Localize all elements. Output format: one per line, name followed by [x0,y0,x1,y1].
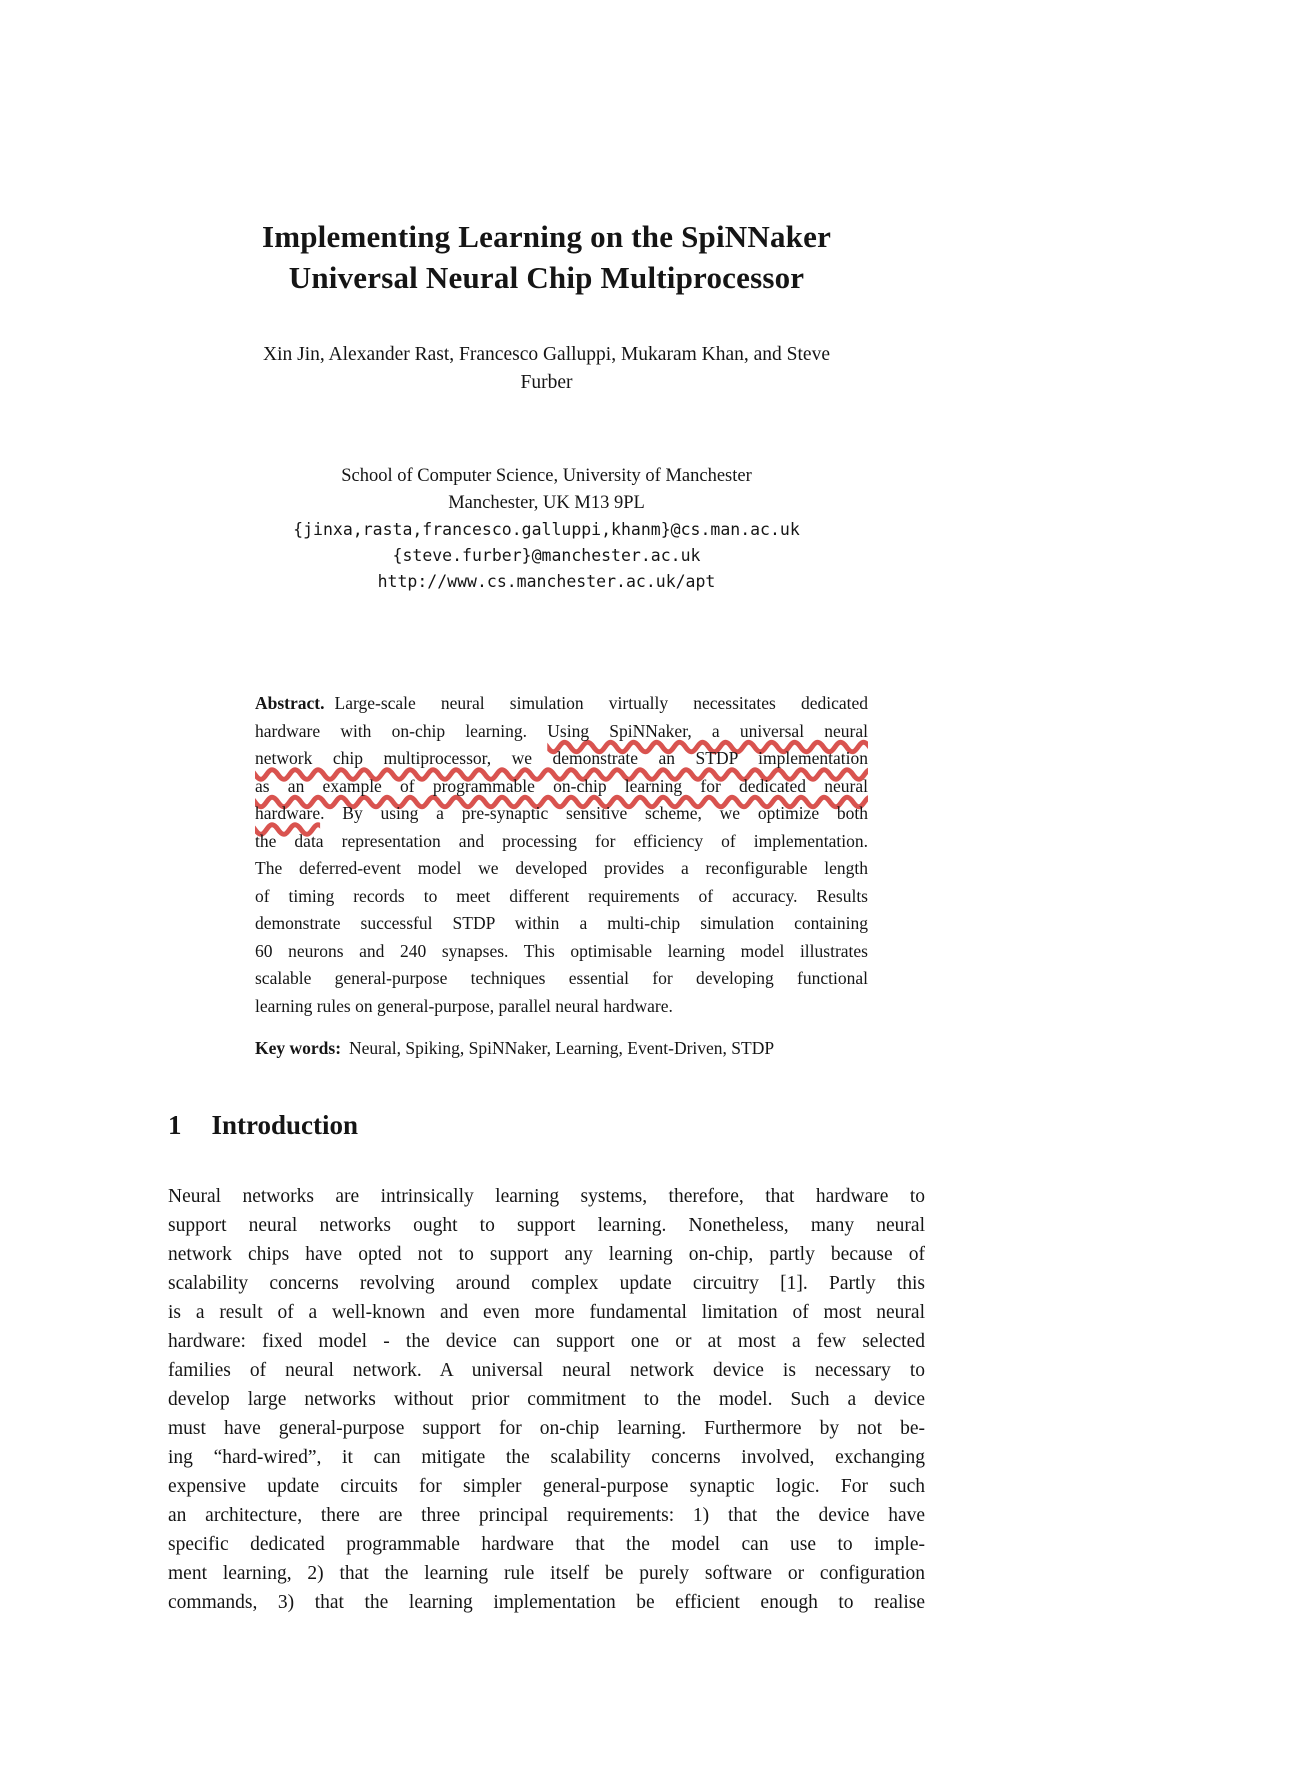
intro-line: commands, 3) that the learning implementation be efficient enough to realise [168,1592,925,1613]
abstract-line: demonstrate successful STDP within a multi-chip simulation containing [255,913,868,933]
abstract-line [255,718,868,746]
abstract-line [255,773,868,801]
scribble-underlined-text: network chip multiprocessor, we demonstrate an STDP implementation [255,748,868,768]
abstract-line: The deferred-event model we developed provides a reconfigurable length [255,858,868,878]
abstract-label: Abstract. [255,693,325,713]
paper-title-line1: Implementing Learning on the SpiNNaker [261,219,832,254]
scribble-underlined-text: Using SpiNNaker, a universal neural [547,720,868,741]
keywords [255,1035,868,1062]
abstract-line: 60 neurons and 240 synapses. This optimisable learning model illustrates [255,940,868,961]
section-number: 1 [168,1110,182,1140]
page-content-column [168,0,925,1779]
abstract-line: the data representation and processing for efficiency of implementation. [255,830,868,851]
intro-line: must have general-purpose support for on-chip learning. Furthermore by not be- [168,1418,925,1439]
intro-line: ment learning, 2) that the learning rule itself be purely software or configuration [168,1563,925,1584]
intro-line: families of neural network. A universal neural network device is necessary to [168,1360,925,1381]
intro-line: support neural networks ought to support learning. Nonetheless, many neural [168,1215,925,1236]
abstract-text: hardware with on-chip learning. [255,720,548,741]
intro-line: ing “hard-wired”, it can mitigate the scalability concerns involved, exchanging [168,1447,925,1468]
abstract-line: scalable general-purpose techniques essential for developing functional [255,968,868,988]
abstract-text: Large-scale neural simulation virtually necessitates dedicated [334,693,868,713]
section-title: Introduction [211,1110,359,1140]
affiliation-address: Manchester, UK M13 9PL [448,493,645,513]
intro-line: expensive update circuits for simpler general-purpose synaptic logic. For such [168,1476,925,1497]
paper-title [168,216,925,298]
affiliation-institution: School of Computer Science, University of Manchester [341,466,752,486]
abstract [255,690,868,1020]
abstract-line [255,690,868,718]
keywords-text: Neural, Spiking, SpiNNaker, Learning, Event-Driven, STDP [349,1038,775,1058]
affiliation-email-furber: {steve.furber}@manchester.ac.uk [392,546,701,565]
keywords-label: Key words: [255,1038,342,1058]
authors-line2: Furber [520,372,573,393]
scribble-underlined-text: as an example of programmable on-chip learning for dedicated neural [255,775,868,796]
abstract-text: . By using a pre-synaptic sensitive scheme, we optimize both [320,803,868,823]
affiliation-email-group: {jinxa,rasta,francesco.galluppi,khanm}@cs.man.ac.uk [293,520,800,539]
abstract-line: of timing records to meet different requirements of accuracy. Results [255,885,868,906]
intro-paragraph [168,1182,925,1617]
affiliation-url: http://www.cs.manchester.ac.uk/apt [377,572,716,591]
intro-line: is a result of a well-known and even more fundamental limitation of most neural [168,1302,925,1323]
abstract-line [255,745,868,773]
intro-line: develop large networks without prior commitment to the model. Such a device [168,1389,925,1410]
intro-line: hardware: fixed model - the device can support one or at most a few selected [168,1331,925,1352]
abstract-line [255,800,868,828]
authors-line1: Xin Jin, Alexander Rast, Francesco Galluppi, Mukaram Khan, and Steve [263,344,830,365]
intro-line: specific dedicated programmable hardware that the model can use to imple- [168,1534,925,1555]
intro-line: Neural networks are intrinsically learning systems, therefore, that hardware to [168,1186,925,1207]
section-heading-introduction [168,1108,358,1142]
intro-line: network chips have opted not to support any learning on-chip, partly because of [168,1244,925,1265]
affiliation [168,463,925,595]
intro-line: an architecture, there are three principal requirements: 1) that the device have [168,1505,925,1526]
intro-line: scalability concerns revolving around complex update circuitry [1]. Partly this [168,1273,925,1294]
abstract-line: learning rules on general-purpose, parallel neural hardware. [255,995,673,1016]
scribble-underlined-text: hardware [255,803,321,823]
paper-title-line2: Universal Neural Chip Multiprocessor [288,260,805,295]
authors [168,341,925,397]
